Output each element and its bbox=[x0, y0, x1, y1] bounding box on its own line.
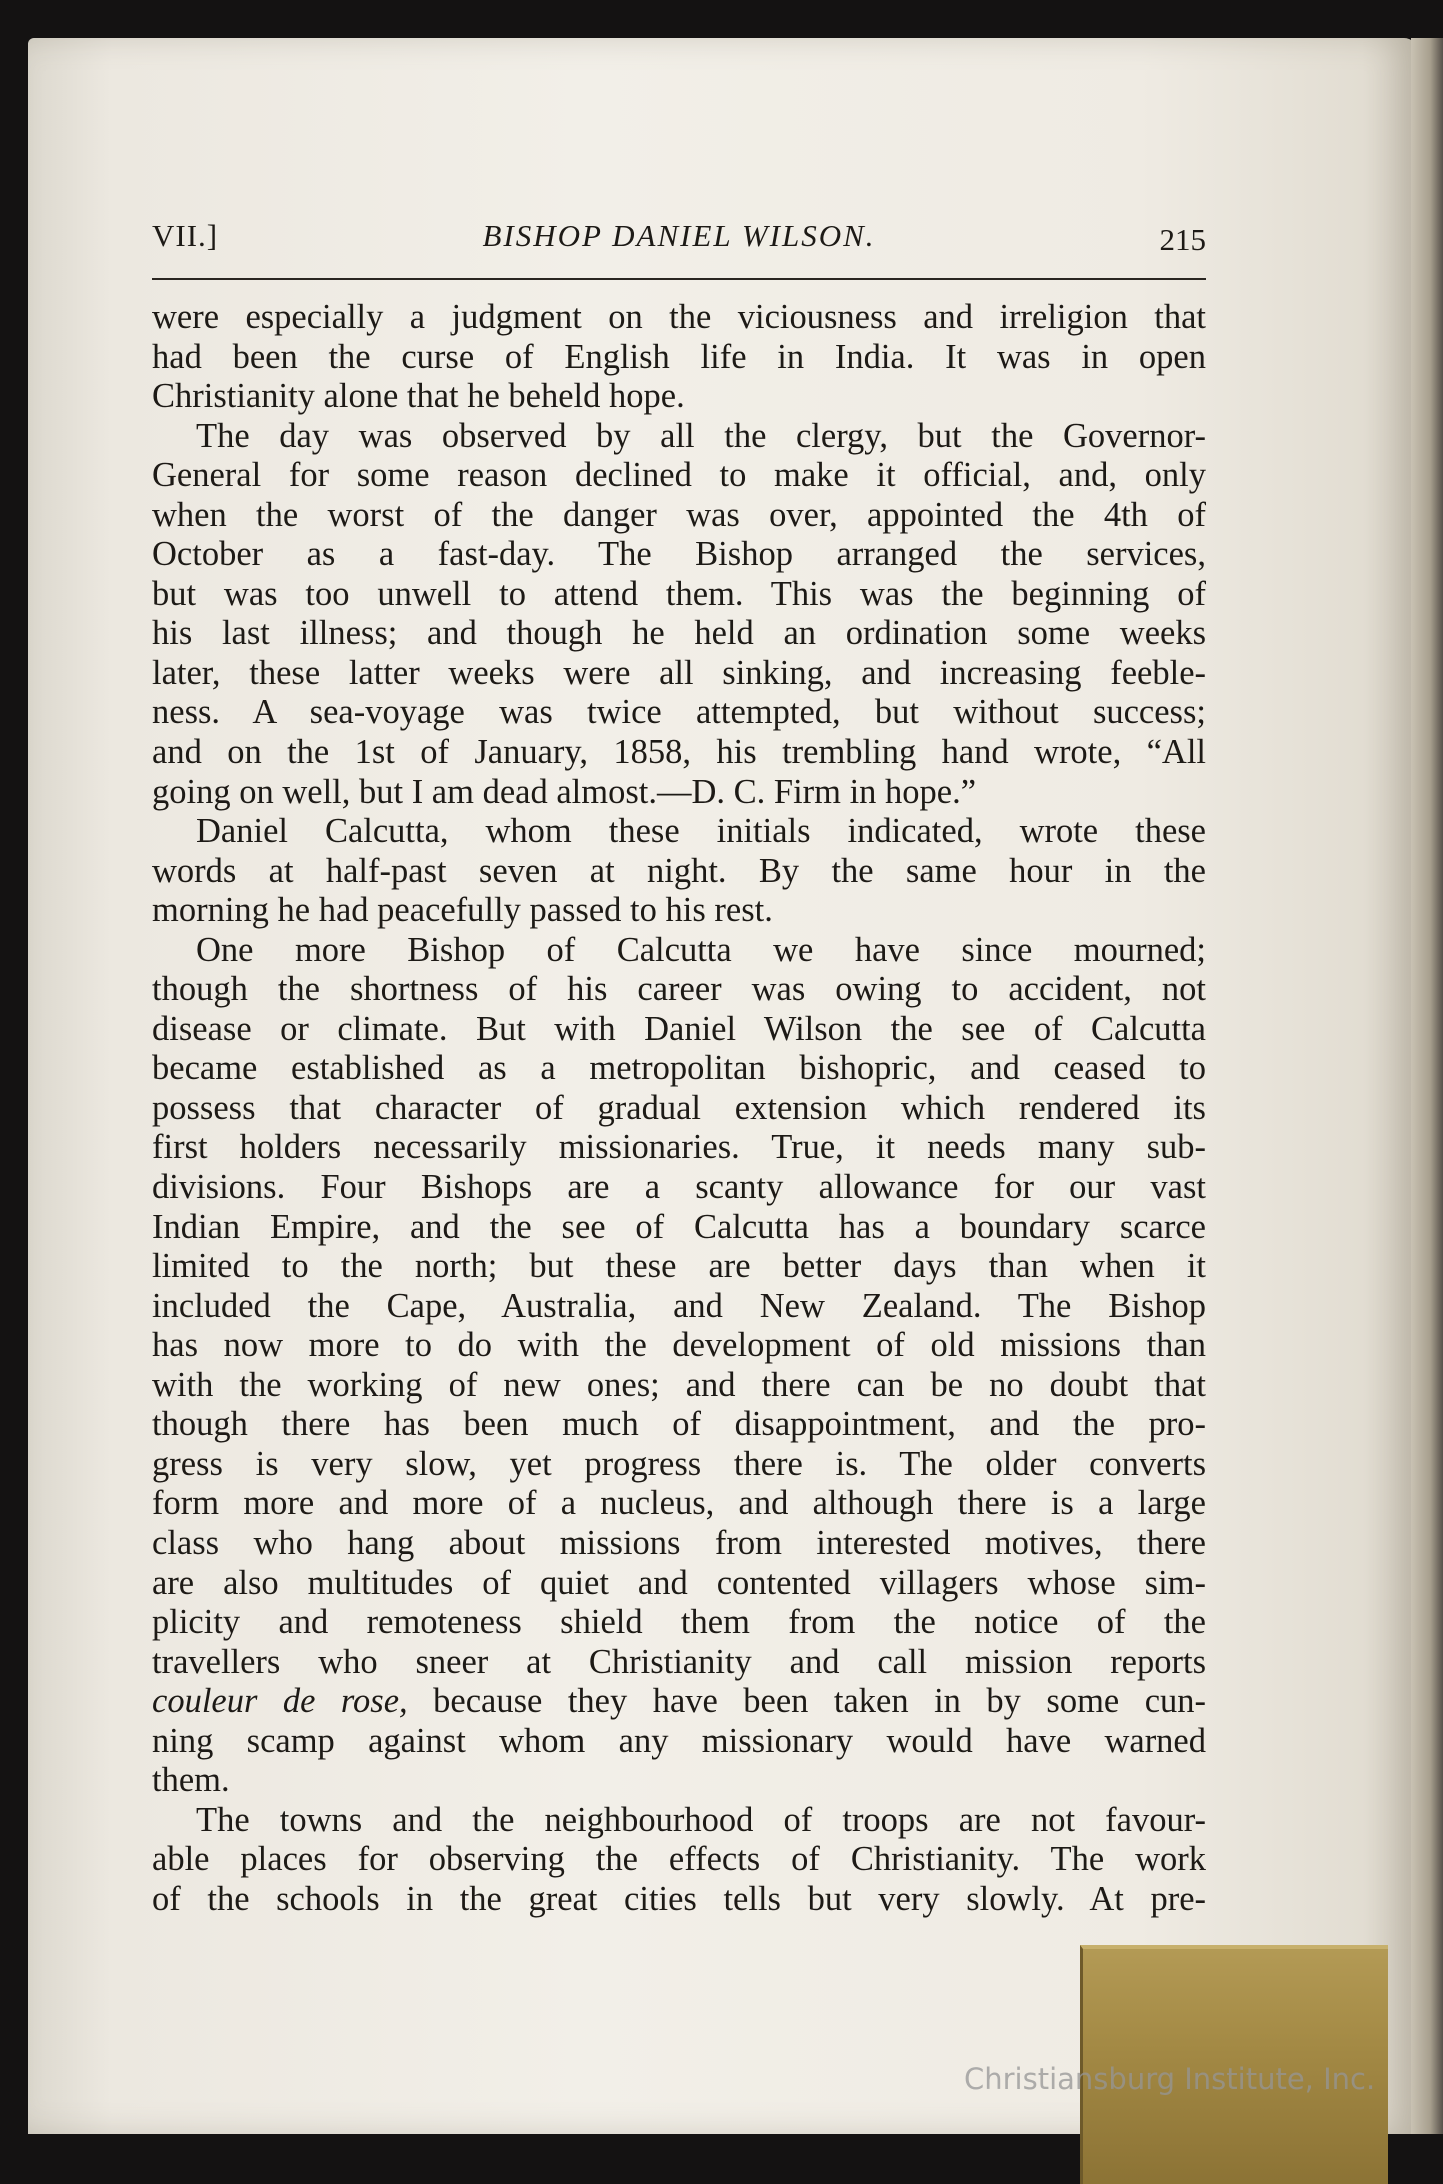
text-line: and on the 1st of January, 1858, his trembling hand wrote, “All bbox=[152, 733, 1206, 772]
line-text: because they have been taken in by some cun- bbox=[433, 1682, 1206, 1721]
running-title: BISHOP DANIEL WILSON. bbox=[482, 218, 876, 253]
text-line: October as a fast-day. The Bishop arranged the services, bbox=[152, 535, 1206, 574]
page-edge bbox=[1411, 38, 1443, 2134]
text-line bbox=[152, 1682, 1206, 1722]
text-line: gress is very slow, yet progress there is. The older converts bbox=[152, 1444, 1206, 1483]
header-rule bbox=[152, 278, 1206, 280]
text-line: Christianity alone that he beheld hope. bbox=[152, 377, 685, 416]
text-line: ness. A sea-voyage was twice attempted, but without success; bbox=[152, 693, 1206, 732]
text-line: morning he had peacefully passed to his rest. bbox=[152, 891, 773, 930]
text-line: has now more to do with the development of old missions than bbox=[152, 1326, 1206, 1365]
text-line: Daniel Calcutta, whom these initials indicated, wrote these bbox=[196, 812, 1206, 851]
text-line: first holders necessarily missionaries. True, it needs many sub- bbox=[152, 1128, 1206, 1167]
text-line: form more and more of a nucleus, and although there is a large bbox=[152, 1484, 1206, 1523]
text-line: with the working of new ones; and there can be no doubt that bbox=[152, 1365, 1206, 1404]
text-line: The day was observed by all the clergy, but the Governor- bbox=[196, 416, 1206, 455]
text-line: though there has been much of disappointment, and the pro- bbox=[152, 1405, 1206, 1444]
text-line: limited to the north; but these are better days than when it bbox=[152, 1247, 1206, 1286]
watermark: Christiansburg Institute, Inc. bbox=[964, 2062, 1376, 2096]
text-line: possess that character of gradual extension which rendered its bbox=[152, 1088, 1206, 1127]
text-line: were especially a judgment on the viciousness and irreligion that bbox=[152, 298, 1206, 336]
text-line: ning scamp against whom any missionary would have warned bbox=[152, 1721, 1206, 1760]
text-line: later, these latter weeks were all sinking, and increasing feeble- bbox=[152, 653, 1206, 692]
text-line: disease or climate. But with Daniel Wilson the see of Calcutta bbox=[152, 1009, 1206, 1048]
text-line: General for some reason declined to make it official, and, only bbox=[152, 456, 1206, 495]
text-line: became established as a metropolitan bishopric, and ceased to bbox=[152, 1049, 1206, 1088]
text-line: but was too unwell to attend them. This was the beginning of bbox=[152, 574, 1206, 613]
text-line: One more Bishop of Calcutta we have since mourned; bbox=[196, 930, 1206, 969]
text-line: The towns and the neighbourhood of troops are not favour- bbox=[196, 1800, 1206, 1839]
text-line: had been the curse of English life in India. It was in open bbox=[152, 337, 1206, 376]
text-line: included the Cape, Australia, and New Zealand. The Bishop bbox=[152, 1286, 1206, 1325]
italic-phrase: couleur de rose, bbox=[152, 1682, 408, 1721]
text-line: travellers who sneer at Christianity and call mission reports bbox=[152, 1642, 1206, 1681]
text-line: plicity and remoteness shield them from the notice of the bbox=[152, 1603, 1206, 1642]
text-line: though the shortness of his career was owing to accident, not bbox=[152, 970, 1206, 1009]
text-line: of the schools in the great cities tells but very slowly. At pre- bbox=[152, 1879, 1206, 1918]
text-line: his last illness; and though he held an ordination some weeks bbox=[152, 614, 1206, 653]
body-text bbox=[152, 298, 1206, 1919]
text-line: able places for observing the effects of Christianity. The work bbox=[152, 1840, 1206, 1879]
text-line: words at half-past seven at night. By the same hour in the bbox=[152, 851, 1206, 890]
text-line: going on well, but I am dead almost.—D. C. Firm in hope.” bbox=[152, 772, 977, 811]
text-line: divisions. Four Bishops are a scanty allowance for our vast bbox=[152, 1168, 1206, 1207]
text-line: are also multitudes of quiet and contented villagers whose sim- bbox=[152, 1563, 1206, 1602]
text-line: when the worst of the danger was over, appointed the 4th of bbox=[152, 495, 1206, 534]
chapter-marker: VII.] bbox=[152, 218, 219, 253]
running-header bbox=[152, 208, 1206, 268]
text-line: them. bbox=[152, 1761, 230, 1800]
text-line: class who hang about missions from interested motives, there bbox=[152, 1523, 1206, 1562]
text-line: Indian Empire, and the see of Calcutta has a boundary scarce bbox=[152, 1207, 1206, 1246]
page-number: 215 bbox=[1159, 222, 1206, 257]
